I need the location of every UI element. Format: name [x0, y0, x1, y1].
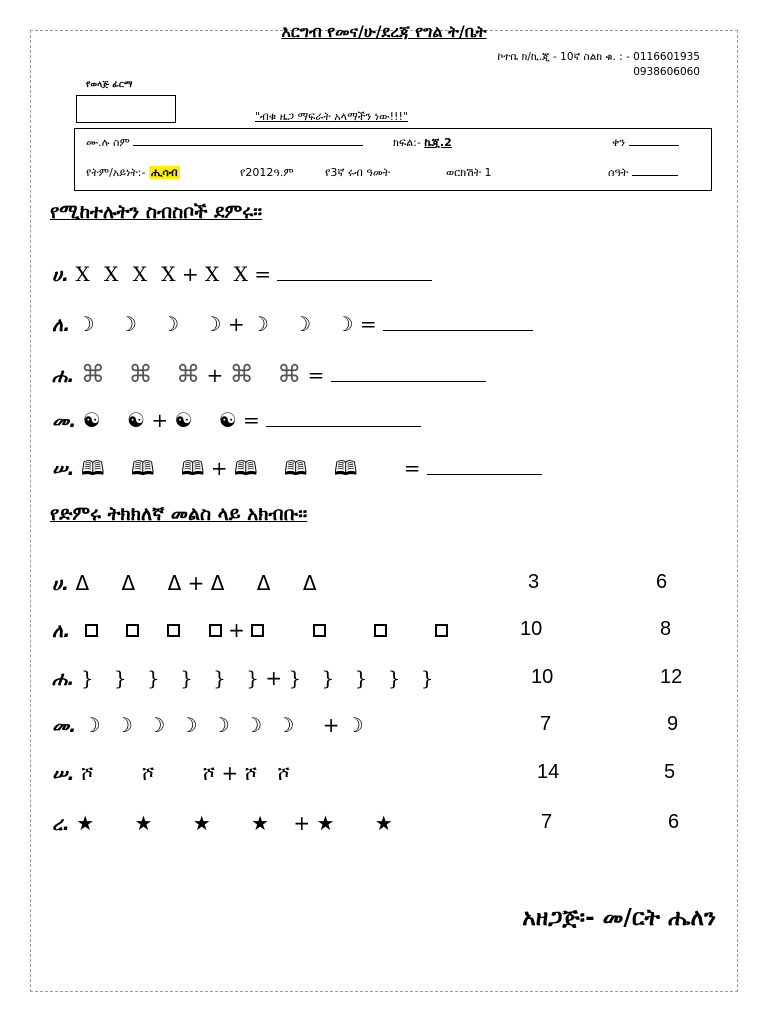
- student-name-row: [86, 136, 363, 150]
- school-name: እርግብ የመና/ሁ/ደረጃ የግል ት/ቤት: [281, 22, 487, 41]
- group-a: ☽ ☽ ☽ ☽: [76, 312, 222, 336]
- addition-row-5: [52, 454, 542, 488]
- group-a: ⌘ ⌘ ⌘: [80, 360, 201, 388]
- option-1[interactable]: 7: [540, 713, 552, 735]
- option-1[interactable]: 3: [528, 571, 540, 593]
- parent-signature-label: የወላጅ ፊርማ: [86, 80, 133, 90]
- parent-signature-box[interactable]: [76, 95, 176, 123]
- answer-field[interactable]: [266, 426, 421, 427]
- plus-sign: +: [151, 408, 169, 432]
- question-label: መ.: [52, 715, 77, 737]
- group-b: ★ ★: [316, 811, 393, 835]
- option-2[interactable]: 9: [667, 713, 679, 735]
- group-a: 🕮 🕮 🕮: [81, 456, 205, 480]
- plus-sign: +: [221, 761, 239, 785]
- option-1[interactable]: 14: [537, 761, 560, 783]
- grade-value: ኬጂ.2: [424, 136, 452, 149]
- square-icon: [435, 624, 448, 637]
- quarter: የ3ኛ ሩብ ዓመት: [325, 166, 391, 179]
- addition-row-2: [52, 312, 533, 336]
- subject-value: ሒሳብ: [150, 166, 178, 179]
- square-icon: [85, 624, 98, 637]
- choice-row-6: [52, 811, 393, 835]
- group-a: Δ Δ Δ: [75, 571, 182, 595]
- option-2[interactable]: 6: [668, 811, 680, 833]
- choice-row-4: [52, 713, 364, 737]
- question-label: ሠ.: [52, 763, 75, 785]
- time-label: ሰዓት: [608, 166, 629, 179]
- date-label: ቀን: [612, 136, 626, 149]
- group-b: ☽: [345, 713, 364, 737]
- plus-sign: +: [210, 456, 228, 480]
- square-icon: [313, 624, 326, 637]
- group-b: ሾ ሾ: [244, 761, 290, 785]
- group-a: ሾ ሾ ሾ: [81, 761, 216, 785]
- addition-row-3: [52, 360, 486, 388]
- group-b: ☽ ☽ ☽: [251, 312, 354, 336]
- option-1[interactable]: 7: [541, 811, 553, 833]
- plus-sign: +: [206, 363, 224, 387]
- answer-field[interactable]: [383, 330, 533, 331]
- question-label: ለ.: [52, 620, 71, 642]
- plus-sign: +: [228, 618, 245, 642]
- answer-field[interactable]: [277, 280, 432, 281]
- equals-sign: =: [403, 456, 421, 480]
- question-label: ረ.: [52, 813, 70, 835]
- plus-sign: +: [227, 312, 245, 336]
- subject-label: የትም/አይነት:-: [86, 166, 146, 179]
- contact-line-1: ኮተቤ ክ/ኪ.ጂ - 10ኛ ስልክ ቁ. : - 0116601935: [497, 51, 700, 63]
- square-icon: [126, 624, 139, 637]
- grade-row: [393, 136, 452, 150]
- prepared-by: አዘጋጅ፡- መ/ርት ሔለን: [522, 905, 716, 931]
- plus-sign: +: [322, 713, 340, 737]
- group-b: ☯ ☯: [174, 408, 237, 432]
- student-name-field[interactable]: [133, 145, 363, 146]
- option-2[interactable]: 6: [656, 571, 668, 593]
- student-name-label: ሙ.ሉ ስም: [86, 136, 130, 149]
- question-label: መ.: [52, 410, 77, 432]
- choice-row-3: [52, 666, 434, 690]
- group-b: 🕮 🕮 🕮: [233, 456, 358, 480]
- addition-row-1: [52, 262, 432, 286]
- option-2[interactable]: 5: [664, 761, 676, 783]
- plus-sign: +: [293, 811, 311, 835]
- question-label: ለ.: [52, 314, 71, 336]
- group-a: } } } } } }: [80, 666, 259, 690]
- square-icon: [374, 624, 387, 637]
- plus-sign: +: [181, 262, 199, 286]
- plus-sign: +: [187, 571, 205, 595]
- date-row: [612, 136, 679, 150]
- square-icon: [209, 624, 222, 637]
- question-label: ሀ.: [52, 264, 70, 286]
- group-b: } } } } }: [288, 666, 434, 690]
- answer-field[interactable]: [331, 381, 486, 382]
- equals-sign: =: [243, 408, 260, 432]
- group-b: ⌘ ⌘: [229, 360, 302, 388]
- worksheet-number: ወርክሽት 1: [446, 166, 492, 179]
- contact-line-2: 0938606060: [633, 66, 700, 78]
- choice-row-5: [52, 761, 290, 785]
- option-1[interactable]: 10: [520, 618, 543, 640]
- option-2[interactable]: 12: [660, 666, 683, 688]
- date-field[interactable]: [629, 145, 679, 146]
- group-a: ★ ★ ★ ★: [76, 811, 270, 835]
- question-label: ሀ.: [52, 573, 70, 595]
- option-1[interactable]: 10: [531, 666, 554, 688]
- group-a: ☯ ☯: [82, 408, 145, 432]
- addition-row-4: [52, 408, 421, 432]
- equals-sign: =: [254, 262, 271, 286]
- plus-sign: +: [265, 666, 283, 690]
- question-label: ሐ.: [52, 365, 75, 387]
- question-label: ሠ.: [52, 458, 75, 480]
- group-b: Δ Δ Δ: [210, 571, 317, 595]
- school-motto: "ብቁ ዜጋ ማፍራት አላማችን ነው!!!": [255, 110, 408, 123]
- section2-heading: የድምሩ ትክክለኛ መልስ ላይ አክብቡ፡፡: [50, 503, 308, 525]
- group-b: X X: [205, 262, 248, 286]
- contact-info: [497, 50, 700, 80]
- choice-row-1: [52, 571, 317, 595]
- subject-row: [86, 166, 180, 180]
- section1-heading: የሚከተሉትን ስብስቦች ደምሩ፡፡: [50, 201, 263, 223]
- choice-row-2: [52, 618, 448, 642]
- time-row: [608, 166, 678, 180]
- square-icon: [167, 624, 180, 637]
- question-label: ሐ.: [52, 668, 75, 690]
- square-icon: [251, 624, 264, 637]
- answer-field[interactable]: [427, 474, 542, 475]
- group-a: ☽ ☽ ☽ ☽ ☽ ☽ ☽: [82, 713, 295, 737]
- grade-label: ክፍል:-: [393, 136, 421, 149]
- option-2[interactable]: 8: [660, 618, 672, 640]
- equals-sign: =: [307, 363, 325, 387]
- equals-sign: =: [359, 312, 377, 336]
- group-a: X X X X: [75, 262, 176, 286]
- school-year: የ2012ዓ.ም: [240, 166, 294, 179]
- time-field[interactable]: [632, 175, 678, 176]
